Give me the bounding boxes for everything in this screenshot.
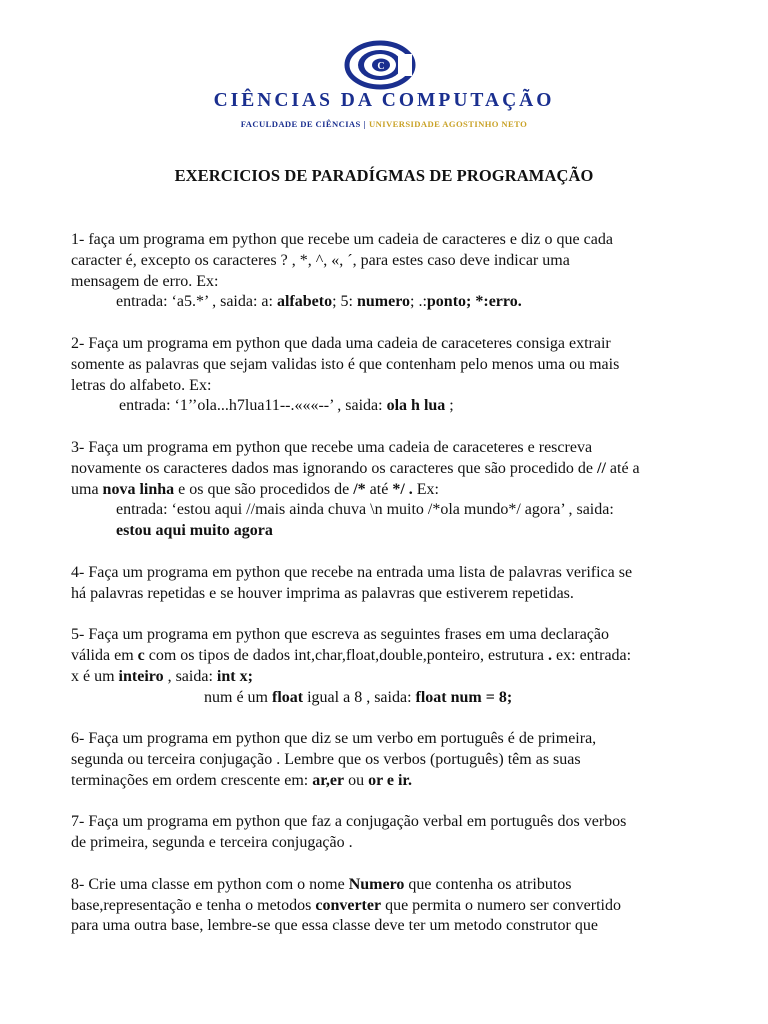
bold-run: Numero — [348, 875, 405, 893]
exercise-line: 6- Faça um programa em python que diz se um verbo em português é de primeira, — [71, 730, 597, 748]
text-run: base,representação e tenha o metodos — [71, 896, 316, 914]
example-output: ponto; *:erro. — [426, 293, 522, 311]
example-line: entrada: ‘estou aqui //mais ainda chuva \n muito /*ola mundo*/ agora’ , saida: — [116, 501, 614, 519]
exercise-7 — [71, 812, 711, 854]
logo-letter: C — [377, 61, 385, 72]
text-run: 8- Crie uma classe em python com o nome — [71, 875, 349, 893]
example-input: entrada: ‘a5.*’ , saida: a: — [116, 293, 277, 311]
exercise-2 — [71, 334, 711, 417]
text-run: igual a 8 , saida: — [303, 688, 416, 706]
exercise-8 — [71, 875, 711, 937]
example-output: alfabeto — [276, 293, 333, 311]
bold-run: int x; — [216, 667, 253, 685]
exercise-line: mensagem de erro. Ex: — [71, 272, 219, 290]
example-output: numero — [356, 293, 411, 311]
text-run: ex: entrada: — [552, 646, 632, 664]
exercise-4 — [71, 563, 711, 605]
bold-run: ar,er — [312, 771, 345, 789]
example-line — [71, 396, 711, 417]
exercise-line: 4- Faça um programa em python que recebe na entrada uma lista de palavras verifica se — [71, 563, 633, 581]
exercise-5 — [71, 625, 711, 708]
exercise-line: há palavras repetidas e se houver imprima as palavras que estiverem repetidas. — [71, 584, 574, 602]
text-run: num é um — [204, 688, 272, 706]
example-line — [71, 521, 711, 542]
bold-run: float num = 8; — [415, 688, 513, 706]
faculty-name: FACULDADE DE CIÊNCIAS — [240, 119, 361, 129]
exercise-line: 3- Faça um programa em python que recebe uma cadeia de caraceteres e rescreva — [71, 438, 593, 456]
example-text: ; 5: — [332, 293, 357, 311]
exercise-6 — [71, 729, 711, 791]
exercise-line: caracter é, excepto os caracteres ? , *, ^, «, ´, para estes caso deve indicar uma — [71, 251, 570, 269]
exercise-line: letras do alfabeto. Ex: — [71, 376, 212, 394]
text-run: uma — [71, 480, 103, 498]
exercise-line: 2- Faça um programa em python que dada uma cadeia de caraceteres consiga extrair — [71, 334, 611, 352]
exercise-line: segunda ou terceira conjugação . Lembre que os verbos (português) têm as suas — [71, 750, 581, 768]
text-run: com os tipos de dados int,char,float,double,ponteiro, estrutura — [144, 646, 549, 664]
brand-subtitle — [0, 119, 768, 129]
bold-run: . — [548, 646, 553, 664]
text-run: que contenha os atributos — [404, 875, 572, 893]
exercise-line — [71, 875, 711, 896]
faculty-logo-icon — [344, 40, 416, 90]
example-text: ; .: — [410, 293, 427, 311]
exercise-line — [71, 771, 711, 792]
text-run: novamente os caracteres dados mas ignorando os caracteres que são procedido de — [71, 459, 598, 477]
text-run: terminações em ordem crescente em: — [71, 771, 313, 789]
exercise-line: 5- Faça um programa em python que escreva as seguintes frases em uma declaração — [71, 626, 609, 644]
exercise-line: de primeira, segunda e terceira conjugação . — [71, 834, 353, 852]
bold-run: nova linha — [102, 480, 175, 498]
exercise-list — [71, 230, 711, 958]
example-line — [71, 688, 711, 709]
brand-title: CIÊNCIAS DA COMPUTAÇÃO — [213, 90, 555, 111]
example-output: ola h lua — [386, 397, 446, 415]
exercise-line — [71, 646, 711, 667]
example-input: entrada: ‘1’’ola...h7lua11--.«««--’ , saida: — [119, 397, 387, 415]
text-run: e os que são procedidos de — [174, 480, 354, 498]
exercise-line — [71, 667, 711, 688]
exercise-3 — [71, 438, 711, 542]
text-run: Ex: — [412, 480, 439, 498]
exercise-line — [71, 480, 711, 501]
example-output: estou aqui muito agora — [116, 522, 273, 540]
exercise-line — [71, 459, 711, 480]
exercise-line: 1- faça um programa em python que recebe um cadeia de caracteres e diz o que cada — [71, 231, 613, 248]
exercise-line: 7- Faça um programa em python que faz a conjugação verbal em português dos verbos — [71, 813, 627, 831]
text-run: x é um — [71, 667, 119, 685]
example-text: ; — [445, 397, 454, 415]
university-name: UNIVERSIDADE AGOSTINHO NETO — [369, 119, 528, 129]
exercise-line: para uma outra base, lembre-se que essa classe deve ter um metodo construtor que — [71, 917, 598, 935]
text-run: até a — [605, 459, 640, 477]
text-run: que permita o numero ser convertido — [381, 896, 621, 914]
text-run: até — [365, 480, 393, 498]
bold-run: float — [272, 688, 304, 706]
exercise-line: somente as palavras que sejam validas isto é que contenham pelo menos uma ou mais — [71, 355, 620, 373]
text-run: , saida: — [163, 667, 217, 685]
text-run: válida em — [71, 646, 138, 664]
brand-separator: | — [363, 119, 367, 129]
page-title: EXERCICIOS DE PARADÍGMAS DE PROGRAMAÇÃO — [174, 166, 594, 185]
exercise-1 — [71, 230, 711, 313]
bold-run: // — [597, 459, 606, 477]
bold-run: */ . — [392, 480, 413, 498]
text-run: ou — [344, 771, 369, 789]
bold-run: inteiro — [118, 667, 164, 685]
exercise-line — [71, 896, 711, 917]
bold-run: c — [137, 646, 145, 664]
bold-run: converter — [315, 896, 382, 914]
bold-run: or e ir. — [368, 771, 413, 789]
example-line — [71, 292, 711, 313]
bold-run: /* — [353, 480, 366, 498]
